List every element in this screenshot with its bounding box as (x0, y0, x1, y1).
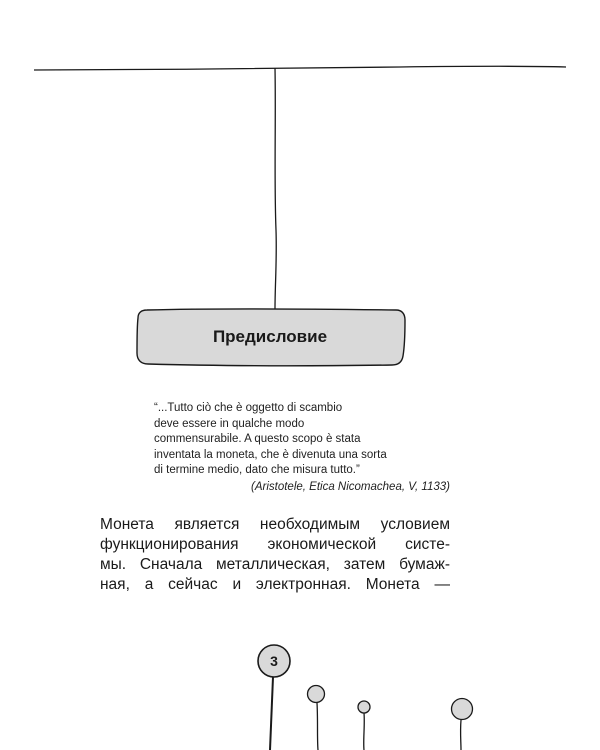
word: мы. (100, 556, 127, 573)
word: Монета (100, 516, 154, 533)
balloon-circle (358, 701, 370, 713)
word: функционирования (100, 536, 239, 553)
hanging-line (275, 68, 276, 309)
quote-line: “...Tutto ciò che è oggetto di scambio (154, 402, 343, 414)
quote-line: deve essere in qualche modo (154, 417, 305, 430)
balloon-stem (270, 677, 273, 750)
word: ная, (100, 576, 130, 593)
quote-line: commensurabile. A questo scopo è stata (154, 433, 361, 445)
body-line (100, 535, 450, 555)
word: затем (343, 556, 386, 573)
word: бумаж- (399, 556, 450, 573)
chapter-title: Предисловие (212, 327, 328, 346)
word: систе- (405, 536, 450, 553)
word: Монета (365, 576, 420, 593)
word: и (232, 576, 242, 593)
balloon-circle (308, 686, 325, 703)
balloon-stem (317, 703, 318, 750)
epigraph-quote (154, 401, 450, 495)
word: Сначала (139, 556, 203, 573)
top-rule-line (34, 66, 566, 70)
quote-attribution: (Aristotele, Etica Nicomachea, V, 1133) (251, 480, 450, 493)
word: экономической (267, 536, 377, 553)
body-paragraph (100, 515, 450, 595)
word: а (144, 576, 154, 593)
page-number: 3 (270, 653, 278, 669)
balloon-circle (452, 699, 473, 720)
word: — (434, 576, 450, 593)
word: электронная. (255, 576, 351, 593)
balloon-stem (364, 713, 365, 750)
body-line (100, 575, 450, 595)
quote-line: inventata la moneta, che è divenuta una sorta (154, 448, 387, 461)
word: является (174, 516, 240, 533)
word: необходимым (259, 516, 361, 533)
word: металлическая, (216, 556, 330, 573)
quote-line: di termine medio, dato che misura tutto.” (154, 464, 360, 476)
word: условием (380, 516, 450, 533)
word: сейчас (168, 576, 218, 593)
body-line (100, 555, 450, 575)
body-line (100, 515, 450, 535)
